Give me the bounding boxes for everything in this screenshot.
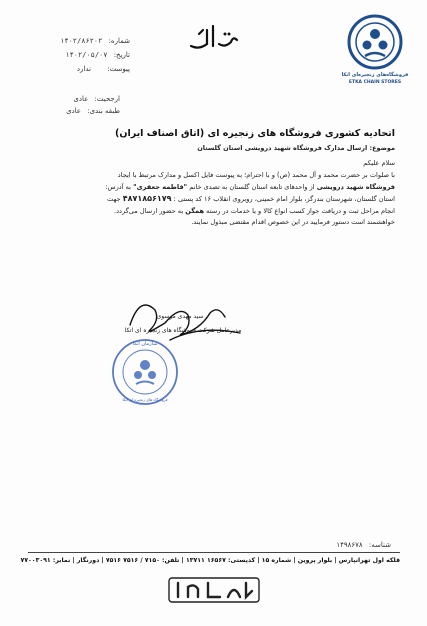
greeting: سلام علیکم [363,159,395,167]
urgency-value: عادی [73,95,89,103]
etka-wordmark-icon [168,577,260,603]
classification-row [40,106,120,118]
document-id [311,540,391,550]
category-name: همگن [185,206,205,215]
subject-label: موضوع: [369,144,395,152]
meta-date-row [30,50,130,64]
stamp-ring-text: فروشگاه های زنجیره ای اتکا [122,397,168,402]
subject-text: ارسال مدارک فروشگاه شهید درویشی استان گلستان [197,144,368,152]
company-stamp [110,337,180,407]
body-line-4-end: به حضور ارسال می‌گردد. [114,206,184,215]
subject-line [75,144,395,152]
number-label: شماره: [108,37,130,45]
signatory-title: مدیرعامل شرکت فروشگاه های زنجیره ای اتکا [124,327,242,334]
body-line-5: خواهشمند است دستور فرمایید در این خصوص اقدام مقتضی مبذول نمایند. [191,218,395,226]
document-id-label: شناسه: [368,541,391,549]
manager-name: "فاطمه جعفری" [133,182,188,191]
classification-value: عادی [66,107,81,115]
footer-logo [168,577,260,603]
signature-block [110,285,260,405]
body-line-3-end: جهت [107,195,121,203]
classification-label: طبقه بندی: [87,107,120,115]
meta-number-row [30,36,130,50]
stamp-top-text: سازمان اتکا [132,341,158,347]
logo-caption-fa: فروشگاه‌های زنجیره‌ای اتکا [341,72,409,78]
date-label: تاریخ: [113,51,130,59]
letter-body [30,170,395,229]
recipient-heading: اتحادیه کشوری فروشگاه های زنجیره ای (اتاق اصناف ایران) [115,128,395,139]
document-id-value: ۱۴۹۸۶۷۸ [336,541,363,549]
calligraphy-icon [185,20,245,56]
urgency-label: ارجحیت: [94,95,120,103]
body-line-1: با صلوات بر حضرت محمد و آل محمد (ص) و با احترام؛ به پیوست فایل اکسل و مدارک مرتبط با ایجاد [117,171,395,179]
calligraphy-header [185,20,245,56]
meta-attachment-row [30,64,130,78]
body-line-3-start: استان گلستان، شهرستان بندرگز، بلوار امام خمینی، روبروی انقلاب ۱۶ کد پستی : [173,195,395,203]
meta-block [30,36,130,78]
etka-logo-icon [345,12,405,72]
signatory-name: سید مهدی موسوی [156,313,204,320]
number-value: ۱۴۰۲/۸۶۲۰۲ [60,37,103,45]
attachment-value: ندارد [76,65,91,73]
body-line-4 [30,206,395,218]
postal-code: ۴۸۷۱۸۵۶۱۷۹ [122,194,172,203]
urgency-row [40,94,120,106]
attachment-label: پیوست: [107,65,130,73]
company-logo [341,12,409,90]
body-line-2 [30,182,395,194]
date-value: ۱۴۰۲/۰۵/۰۷ [65,51,108,59]
body-line-4-start: انجام مراحل ثبت و دریافت جواز کسب انواع کالا و یا خدمات در رسته [206,206,395,215]
logo-caption-en: ETKA CHAIN STORES [348,80,402,85]
body-line-2-end: به آدرس: [105,182,132,191]
footer-divider [28,552,400,553]
footer-address: قلکه اول تهرانپارس | بلوار پروین | شماره ۱۵ | کدپستی: ۱۶۵۶۷ ۱۳۷۱۱ | تلفن: ۷۱۵۰ / ۷۵۱۶ ۷۵۱۶ | دورنگار | نمابر: ۷۷۰۰۳۰۹۱ [20,557,400,564]
body-line-3 [30,193,395,206]
body-line-2-rest: از واحدهای تابعه استان گلستان به تصدی خانم [189,182,315,191]
store-name: فروشگاه شهید درویشی [316,182,395,191]
classification-block [40,94,120,118]
